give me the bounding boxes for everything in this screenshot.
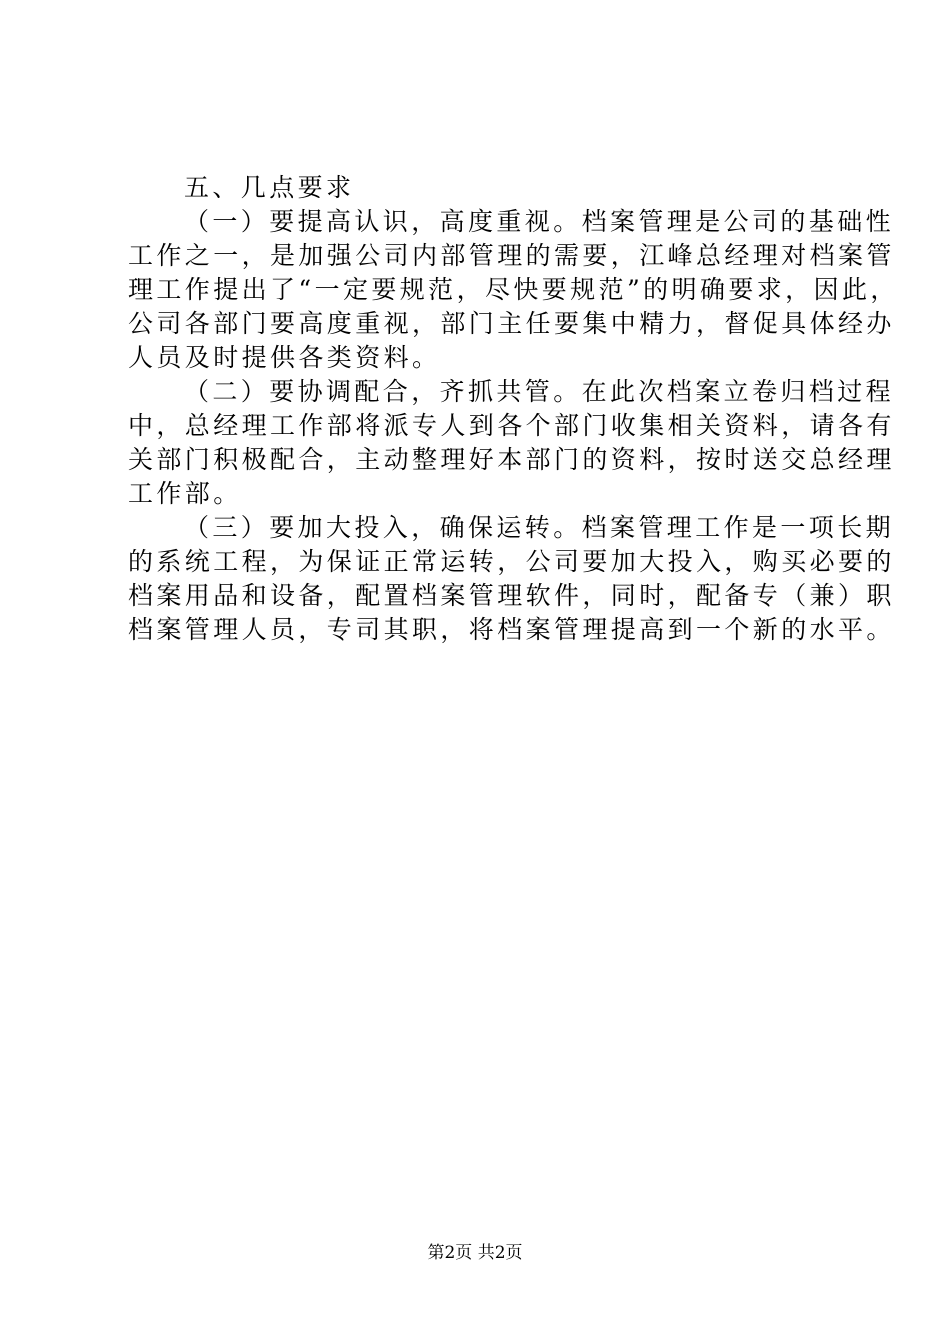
paragraph-line: 关部门积极配合，主动整理好本部门的资料，按时送交总经理 (128, 445, 895, 474)
paragraph-first-line: 五、几点要求 (184, 173, 355, 202)
paragraph-line: 中，总经理工作部将派专人到各个部门收集相关资料，请各有 (128, 411, 895, 440)
paragraph-line: 档案用品和设备，配置档案管理软件，同时，配备专（兼）职 (128, 581, 895, 610)
paragraph-line: 工作之一，是加强公司内部管理的需要，江峰总经理对档案管 (128, 241, 895, 270)
document-body (128, 171, 899, 647)
paragraph-first-line: （三）要加大投入，确保运转。档案管理工作是一项长期 (184, 513, 895, 542)
paragraph-line: 人员及时提供各类资料。 (128, 343, 441, 372)
page-footer: 第2页 共2页 (427, 1243, 523, 1263)
paragraph-line: 档案管理人员，专司其职，将档案管理提高到一个新的水平。 (128, 615, 895, 644)
paragraph-line: 理工作提出了“一定要规范，尽快要规范”的明确要求，因此， (128, 275, 899, 304)
paragraph-line: 工作部。 (128, 479, 242, 508)
paragraph-first-line: （一）要提高认识，高度重视。档案管理是公司的基础性 (184, 207, 895, 236)
paragraph-line: 公司各部门要高度重视，部门主任要集中精力，督促具体经办 (128, 309, 895, 338)
paragraph-line: 的系统工程，为保证正常运转，公司要加大投入，购买必要的 (128, 547, 895, 576)
paragraph-first-line: （二）要协调配合，齐抓共管。在此次档案立卷归档过程 (184, 377, 895, 406)
